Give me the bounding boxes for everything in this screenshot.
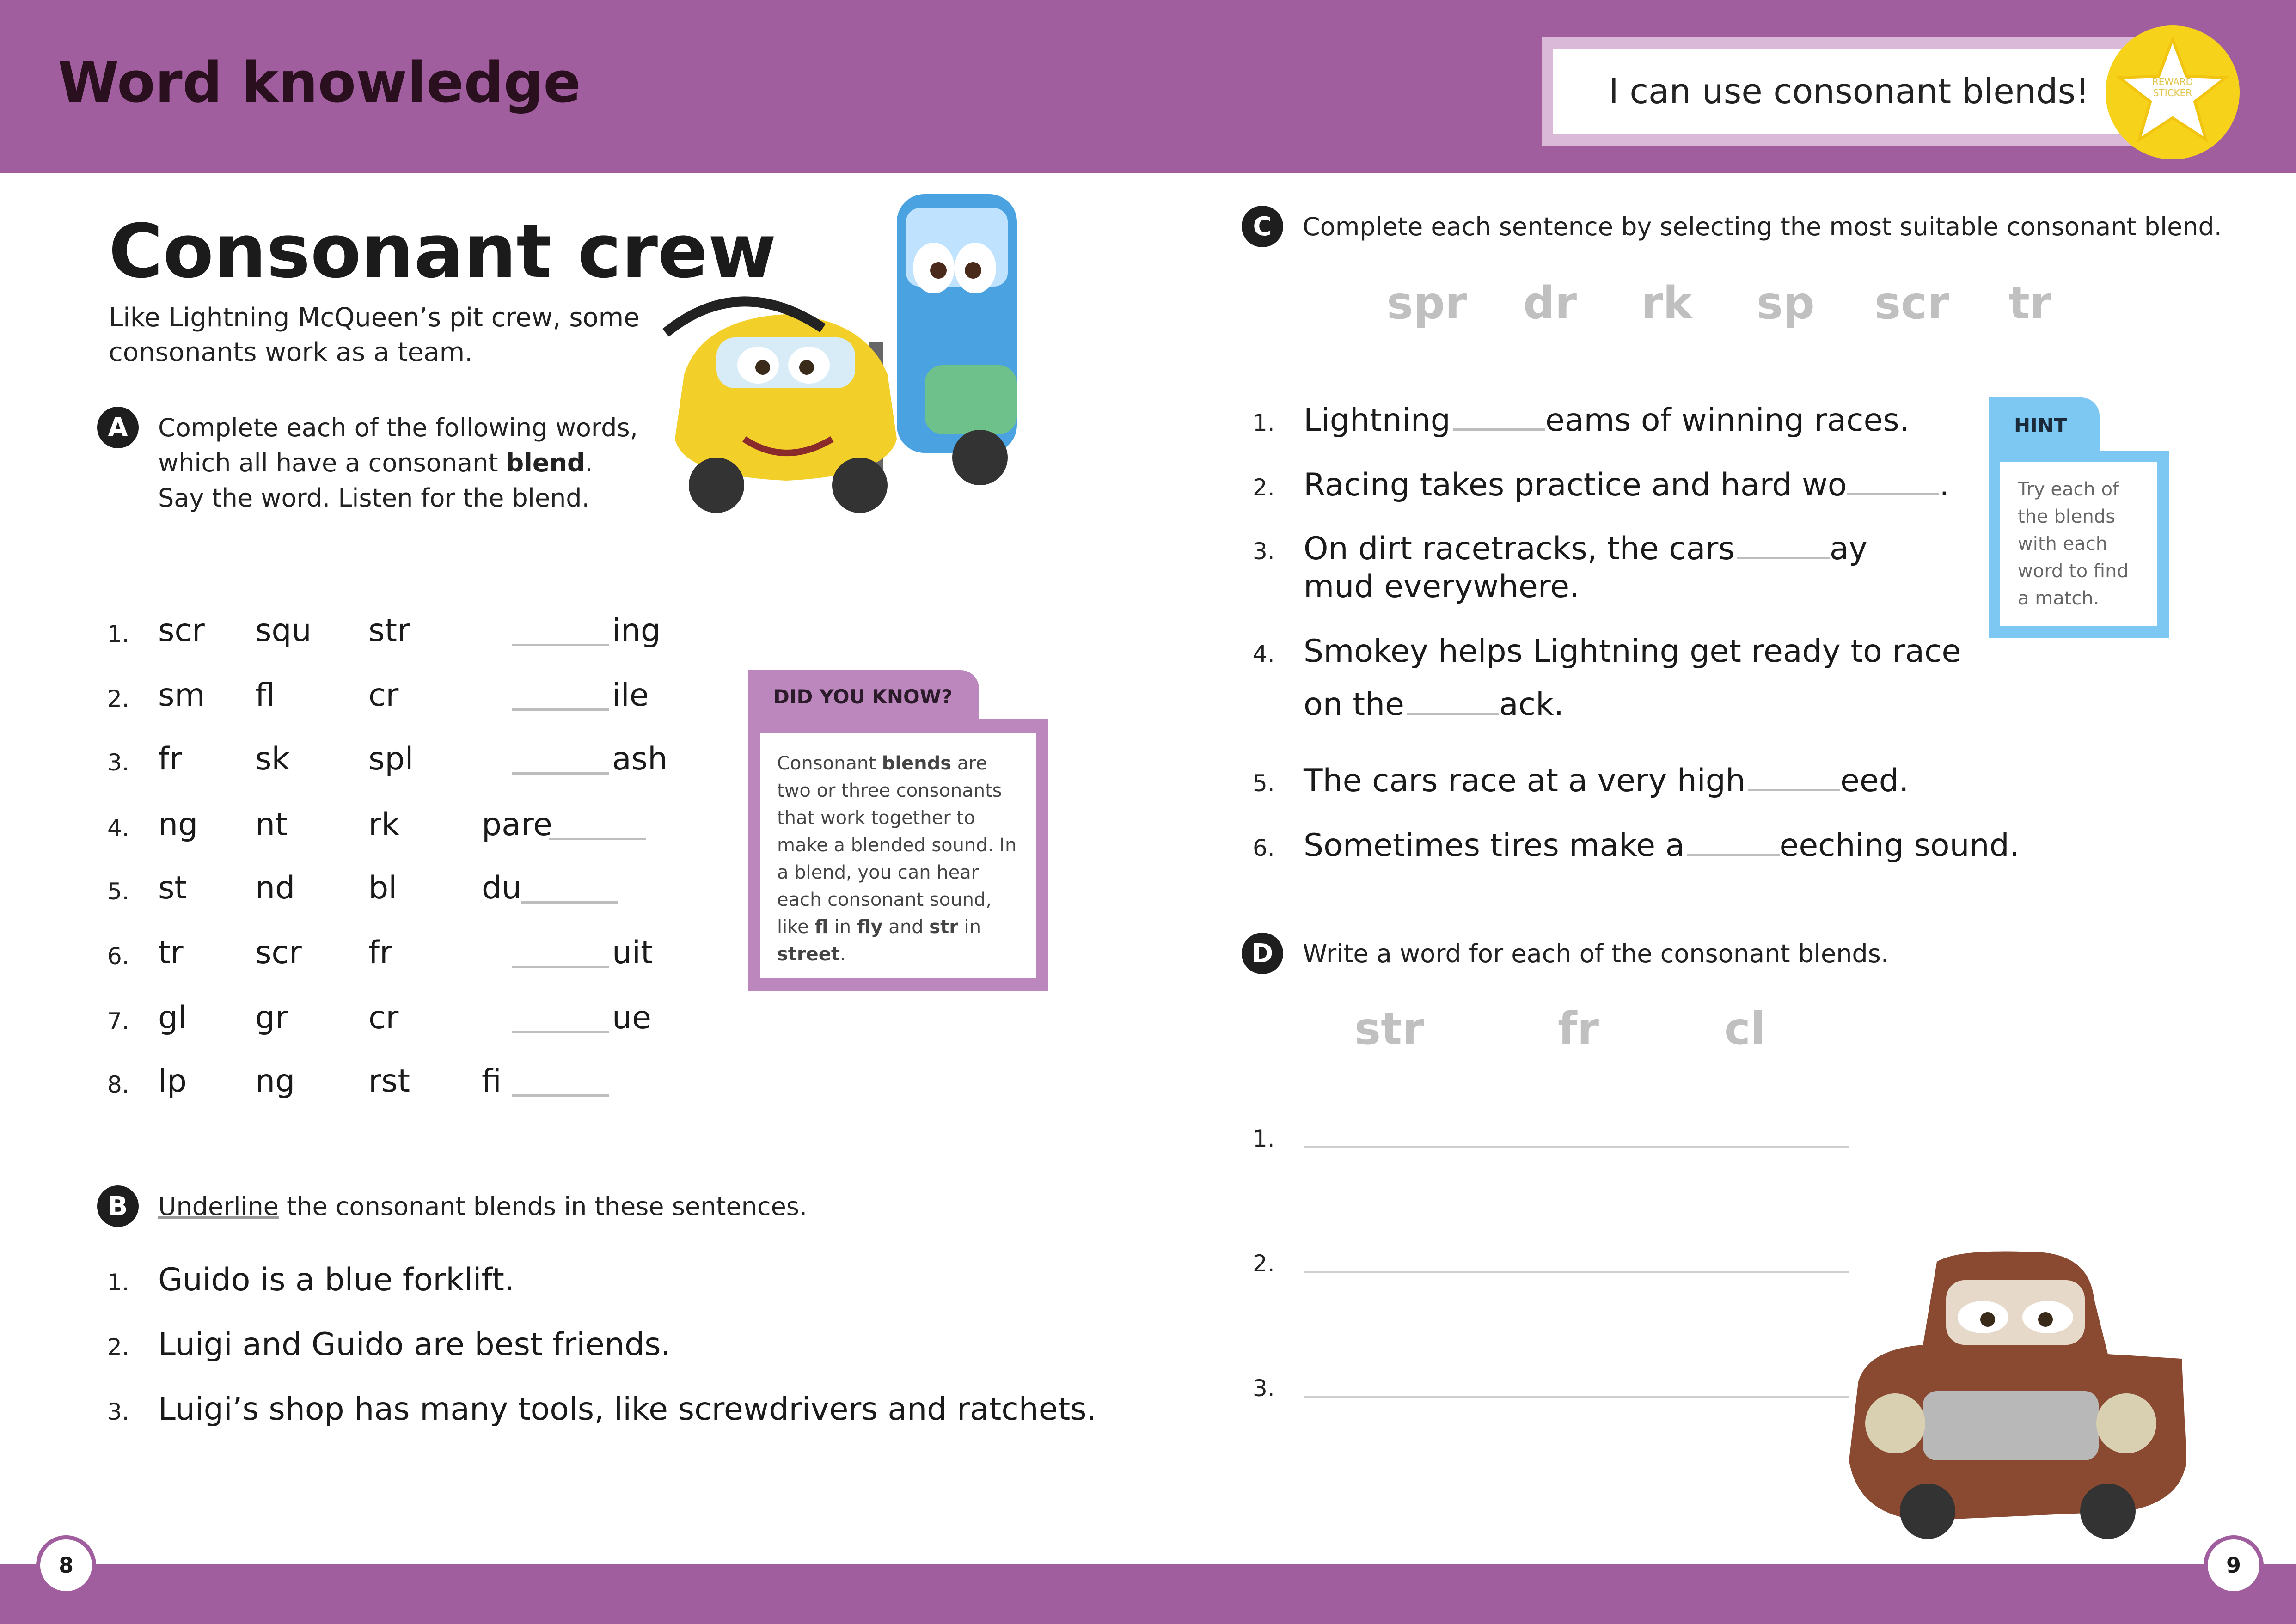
activity-a-line-1: Complete each of the following words,: [158, 413, 638, 442]
sentence-4-cont: on the ack.: [1304, 686, 1564, 723]
blend-option: fr: [1558, 1003, 1599, 1055]
answer-blank[interactable]: [549, 833, 646, 840]
write-line-number: 2.: [1253, 1250, 1275, 1277]
answer-blank[interactable]: [512, 961, 609, 968]
blend-option: dr: [1523, 277, 1577, 329]
activity-a-instructions: [158, 410, 667, 516]
hint-title: HINT: [2014, 414, 2067, 437]
list-item: 2. Luigi and Guido are best friends.: [107, 1326, 671, 1363]
write-line-number: 3.: [1253, 1375, 1275, 1402]
list-item: 8. lp ng rst fi: [107, 1063, 708, 1109]
write-line[interactable]: [1304, 1271, 1849, 1273]
underline-word: Underline: [158, 1192, 279, 1221]
sticker-label: REWARD STICKER: [2152, 76, 2193, 98]
footer-band: [0, 1564, 2296, 1624]
answer-blank[interactable]: [512, 639, 609, 646]
sentence-1: 1. Lightning eams of winning races.: [1253, 402, 1910, 439]
answer-blank[interactable]: [1687, 849, 1780, 856]
list-item: 3. Luigi’s shop has many tools, like screwdrivers and ratchets.: [107, 1391, 1097, 1428]
page-number-right: 9: [2204, 1535, 2264, 1595]
list-item: 5. st nd bl du: [107, 870, 708, 916]
blend-option: cl: [1724, 1003, 1766, 1055]
sentence-4: 4. Smokey helps Lightning get ready to race: [1253, 633, 1961, 670]
intro-line-1: Like Lightning McQueen’s pit crew, some: [109, 303, 640, 333]
answer-blank[interactable]: [1748, 784, 1840, 791]
answer-blank[interactable]: [512, 704, 609, 711]
activity-d-instruction: Write a word for each of the consonant blends.: [1303, 939, 1889, 968]
sentence-3: 3. On dirt racetracks, the cars ay: [1253, 531, 1867, 567]
did-you-know-title: DID YOU KNOW?: [773, 685, 953, 708]
answer-blank[interactable]: [1737, 552, 1830, 559]
answer-blank[interactable]: [512, 1090, 609, 1097]
blend-option: tr: [2008, 277, 2052, 329]
goal-text: I can use consonant blends!: [1609, 71, 2089, 111]
answer-blank[interactable]: [521, 897, 618, 904]
answer-blank[interactable]: [512, 1026, 609, 1033]
write-line-number: 1.: [1253, 1125, 1275, 1152]
list-item: 7. gl gr cr ue: [107, 1000, 651, 1036]
blend-option: sp: [1757, 277, 1815, 329]
did-you-know-body: [760, 733, 1036, 978]
blend-option: spr: [1387, 277, 1467, 329]
page-number-left: 8: [36, 1535, 96, 1595]
list-item: 3. fr sk spl ash: [107, 741, 668, 777]
section-title: Word knowledge: [58, 51, 581, 115]
write-line[interactable]: [1304, 1396, 1849, 1398]
hint-tab: [1989, 397, 2100, 453]
blend-emphasis: blend: [506, 448, 585, 477]
sentence-6: 6. Sometimes tires make a eeching sound.: [1253, 827, 2020, 864]
list-item: 4. ng nt rk pare: [107, 806, 708, 853]
activity-b-badge: B: [97, 1185, 139, 1227]
tow-truck-illustration: [1831, 1243, 2210, 1544]
pit-crew-cars-illustration: [647, 180, 1054, 527]
list-item: 2. sm fl cr ile: [107, 677, 649, 714]
sentence-3-cont: mud everywhere.: [1304, 568, 1580, 605]
answer-blank[interactable]: [1847, 488, 1939, 495]
list-item: 1. Guido is a blue forklift.: [107, 1262, 514, 1298]
activity-d-badge: D: [1242, 933, 1283, 974]
activity-a-line-2: which all have a consonant blend.: [158, 448, 593, 477]
activity-c-instruction: Complete each sentence by selecting the most suitable consonant blend.: [1303, 212, 2222, 241]
page-title: Consonant crew: [109, 208, 777, 294]
blend-option: scr: [1874, 277, 1949, 329]
answer-blank[interactable]: [512, 768, 609, 775]
intro-line-2: consonants work as a team.: [109, 337, 473, 367]
hint-body: [2000, 462, 2157, 626]
activity-c-badge: C: [1242, 206, 1283, 247]
list-item: 1. scr squ str ing: [107, 612, 661, 649]
did-you-know-text: Consonant blends are two or three consonants that work together to make a blended sound. In a blend, you can hear each consonant sound, like fl in fly and str in street.: [777, 753, 1017, 965]
activity-b-instruction: Underline the consonant blends in these sentences.: [158, 1192, 808, 1221]
sentence-5: 5. The cars race at a very high eed.: [1253, 763, 1909, 799]
goal-box: [1553, 49, 2168, 134]
blend-option: str: [1354, 1003, 1424, 1055]
answer-blank[interactable]: [1407, 708, 1499, 715]
activity-a-badge: A: [97, 407, 139, 448]
list-item: 6. tr scr fr uit: [107, 934, 653, 971]
blend-option: rk: [1641, 277, 1693, 329]
write-line[interactable]: [1304, 1146, 1849, 1148]
answer-blank[interactable]: [1453, 424, 1545, 431]
sentence-2: 2. Racing takes practice and hard wo .: [1253, 467, 1950, 503]
hint-text: Try each of the blends with each word to find a match.: [2018, 479, 2129, 609]
activity-a-line-3: Say the word. Listen for the blend.: [158, 483, 590, 513]
did-you-know-tab: [748, 670, 979, 723]
